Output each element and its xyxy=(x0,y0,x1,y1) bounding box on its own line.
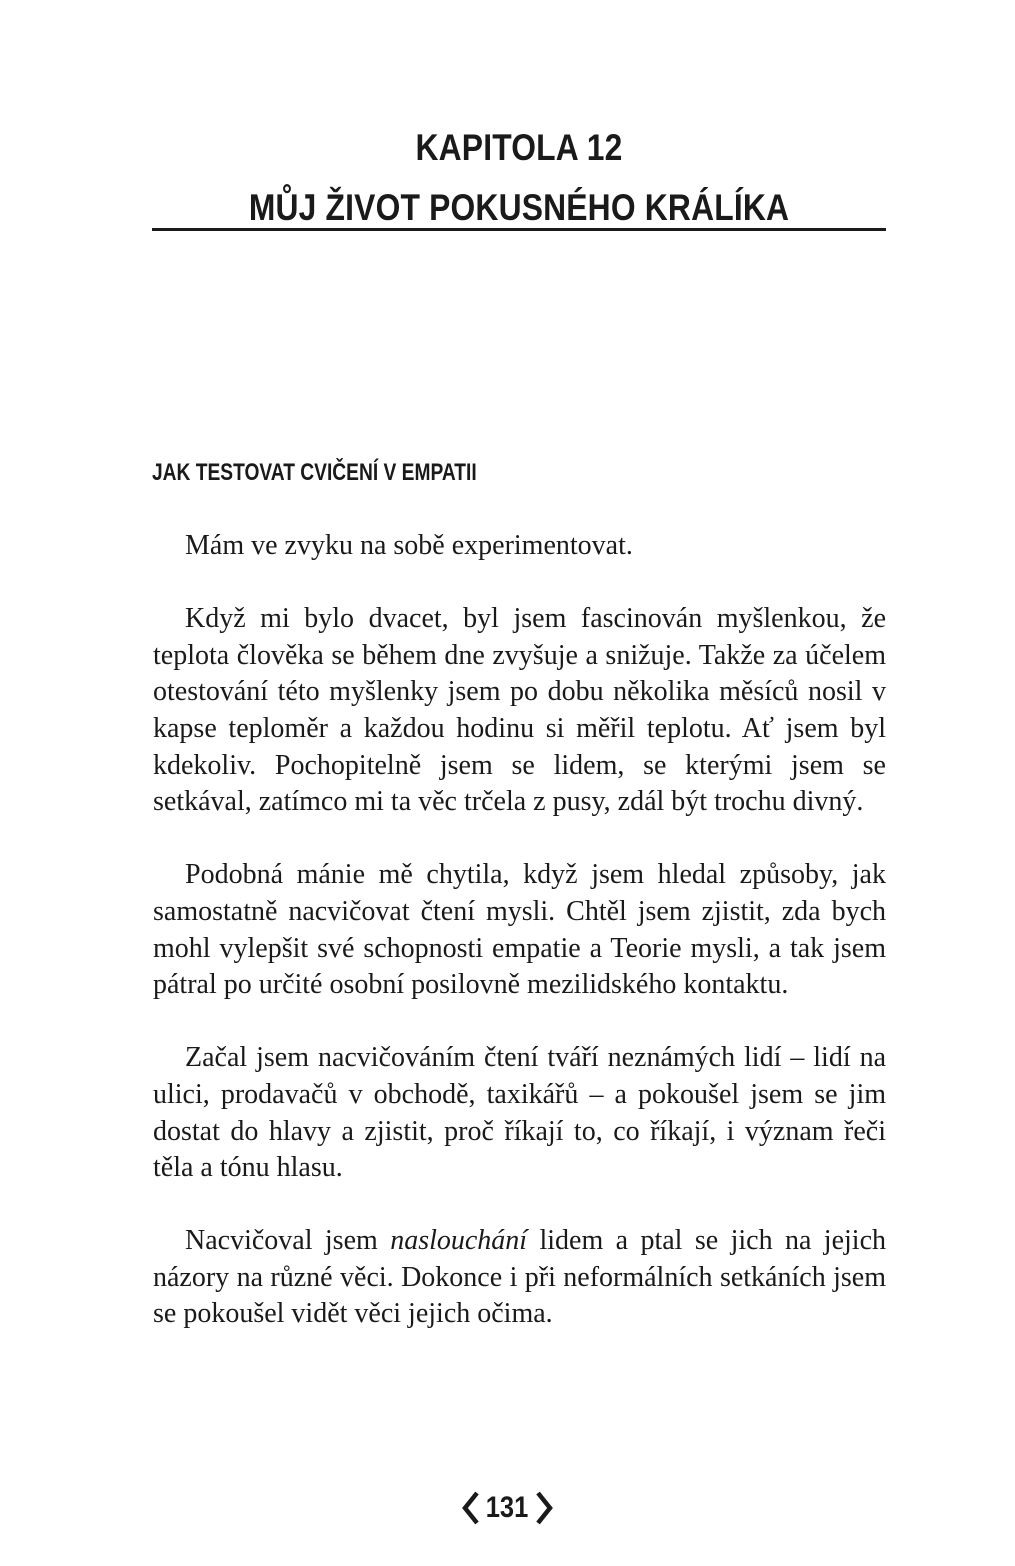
paragraph: Začal jsem nacvičováním čtení tváří neznámých lidí – lidí na ulici, prodavačů v obchodě, taxikářů – a pokoušel jsem se jim dostat do hlavy a zjistit, proč říkají to, co říkají, i význam řeči těla a tónu hlasu. xyxy=(153,1042,886,1184)
paragraph-text: lidem a ptal se jich na jejich názory na různé věci. Dokonce i při neformálních setkáních jsem se pokoušel vidět věci jejich očima. xyxy=(153,1225,886,1330)
chevron-right-icon xyxy=(534,1490,554,1526)
paragraph: Mám ve zvyku na sobě experimentovat. xyxy=(185,530,633,561)
chapter-heading xyxy=(203,118,834,238)
section-title: JAK TESTOVAT CVIČENÍ V EMPATII xyxy=(152,459,477,486)
chapter-title: MŮJ ŽIVOT POKUSNÉHO KRÁLÍKA xyxy=(248,187,790,228)
emphasized-word: naslouchání xyxy=(390,1225,528,1257)
paragraph: Když mi bylo dvacet, byl jsem fascinován myšlenkou, že teplota člověka se během dne zvyšuje a snižuje. Takže za účelem otestování této myšlenky jsem po dobu několika měsíců nosil v kapse teploměr a každou hodinu si měřil teplotu. Ať jsem byl kdekoliv. Pochopitelně jsem se lidem, se kterými jsem se setkával, zatímco mi ta věc trčela z pusy, zdál být trochu divný. xyxy=(153,603,886,818)
chevron-left-icon xyxy=(461,1490,481,1526)
page-number: 131 xyxy=(486,1491,529,1524)
page-footer xyxy=(0,1488,1015,1531)
page-number-badge xyxy=(461,1488,553,1528)
paragraph: Podobná mánie mě chytila, když jsem hledal způsoby, jak samostatně nacvičovat čtení mysli. Chtěl jsem zjistit, zda bych mohl vylepšit své schopnosti empatie a Teorie mysli, a tak jsem pátral po určité osobní posilovně mezilidského kontaktu. xyxy=(153,859,886,1001)
paragraph-text: Nacvičoval jsem xyxy=(185,1225,391,1257)
body-text xyxy=(153,528,886,1333)
chapter-number: KAPITOLA 12 xyxy=(415,127,623,168)
heading-rule xyxy=(152,228,886,231)
paragraph xyxy=(153,1223,886,1333)
